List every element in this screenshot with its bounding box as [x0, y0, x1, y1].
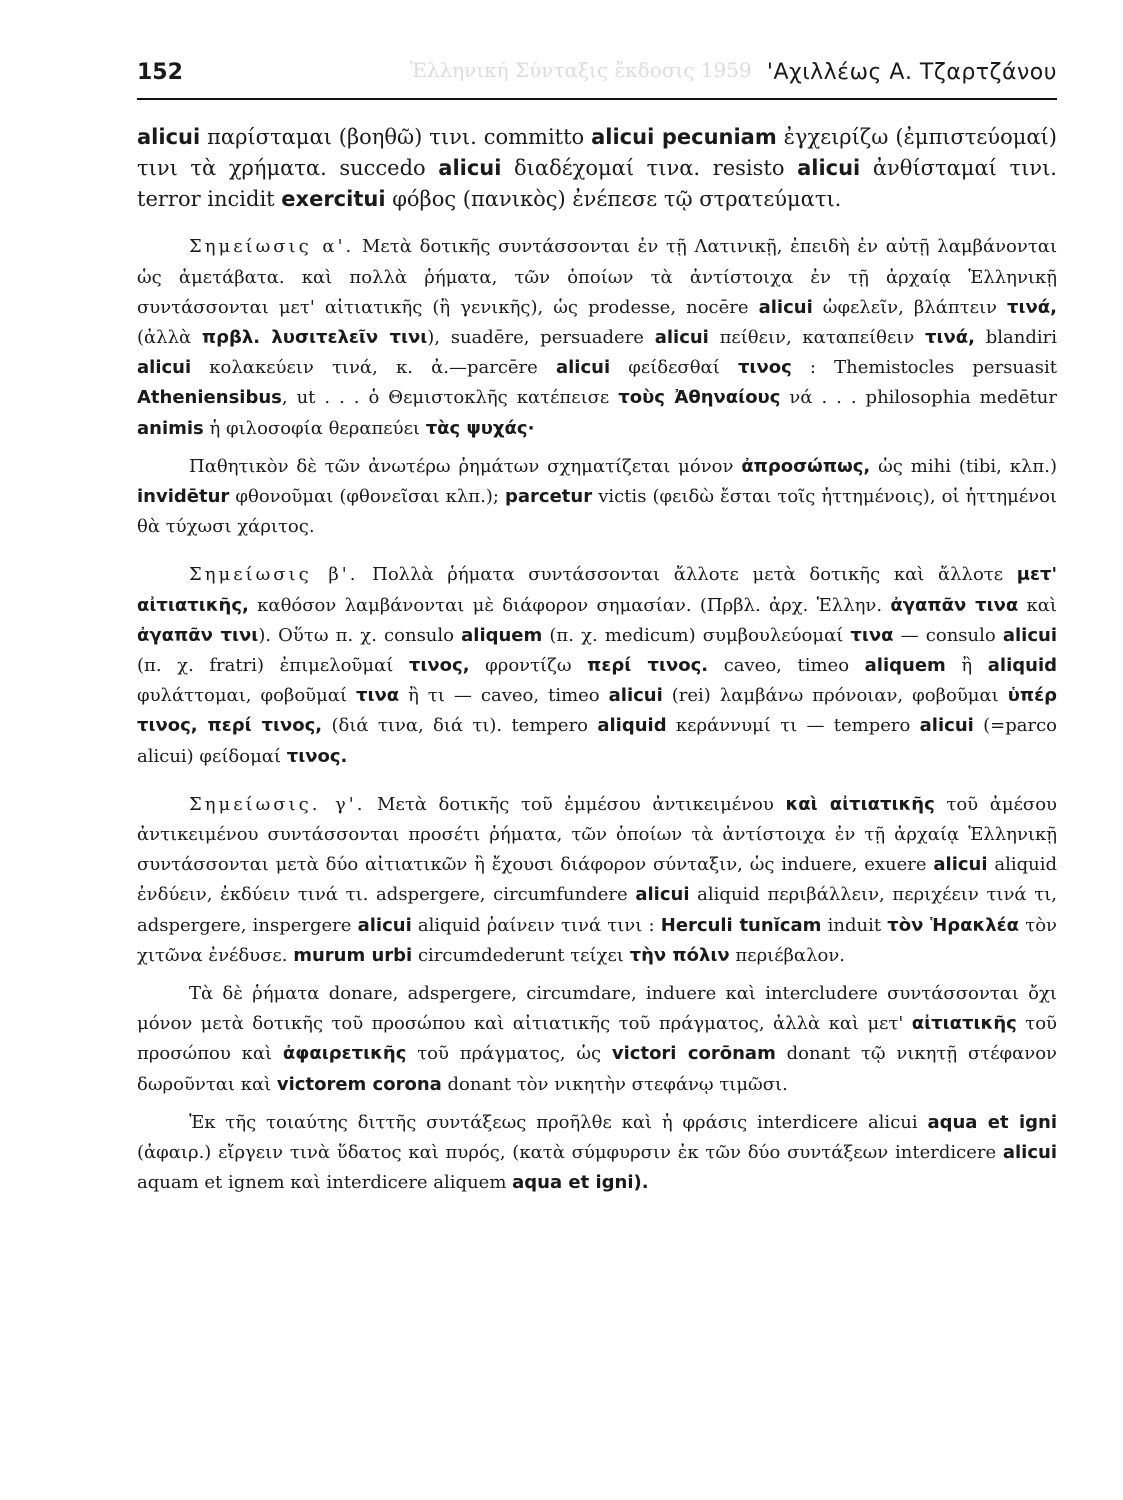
text-run: καὶ: [1018, 594, 1057, 616]
bold-term: καὶ αἰτιατικῆς: [785, 793, 935, 815]
text-run: : Themistocles persuasit: [791, 357, 1057, 379]
note-label: Σημείωσις. γ'.: [189, 793, 366, 815]
bold-term: τινος: [737, 357, 792, 379]
bold-term: alicui: [555, 357, 611, 379]
bold-term: parcetur: [505, 486, 593, 508]
text-run: ἀνθίσταμαί τινι. terror incidit: [137, 155, 1057, 211]
bold-term: alicui: [933, 854, 988, 876]
text-run: victis (φειδὼ ἔσται τοῖς ἡττημένοις), οἱ ἡττημένοι θὰ τύχωσι χάριτος.: [137, 486, 1057, 538]
text-run: διαδέχομαί τινα. resisto: [501, 155, 798, 180]
page-body: [137, 122, 1057, 1206]
text-run: φυλάττομαι, φοβοῦμαί: [137, 685, 357, 707]
note-gamma: [137, 790, 1057, 971]
bold-term: τὸν Ἡρακλέα: [887, 914, 1020, 936]
running-head: 'Αχιλλέως Α. Τζαρτζάνου: [766, 60, 1057, 85]
latin-term: alicui pecuniam: [591, 125, 777, 149]
text-run: aliquid ῥαίνειν τινά τινι :: [411, 914, 661, 936]
text-run: κεράννυμί τι — tempero: [666, 715, 920, 737]
text-run: circumdederunt τείχει: [412, 944, 630, 966]
note-alpha: [137, 232, 1057, 443]
text-run: (rei) λαμβάνω πρόνοιαν, φοβοῦμαι: [662, 685, 1008, 707]
text-run: Μετὰ δοτικῆς τοῦ ἐμμέσου ἀντικειμένου: [365, 793, 786, 815]
text-run: ἢ τι — caveo, timeo: [399, 685, 609, 707]
text-run: induit: [821, 914, 888, 936]
note-label: Σημείωσις β'.: [189, 564, 359, 586]
bold-term: τὰς ψυχάς·: [425, 417, 535, 439]
bold-term: ἀγαπᾶν τινα: [890, 594, 1019, 616]
text-run: aliquid ἐνδύειν, ἐκδύειν τινά τι. adspergere, circumfundere: [137, 854, 1057, 906]
text-run: τοῦ προσώπου καὶ: [137, 1013, 1057, 1065]
text-run: Παθητικὸν δὲ τῶν ἀνωτέρω ῥημάτων σχηματίζεται μόνον: [189, 455, 742, 477]
text-run: (διά τινα, διά τι). tempero: [322, 715, 598, 737]
bold-term: alicui: [654, 327, 709, 348]
text-run: blandiri: [975, 327, 1057, 348]
text-run: , ut . . . ὁ Θεμιστοκλῆς κατέπεισε: [281, 387, 619, 409]
text-run: donant τῷ νικητῇ στέφανον δωροῦνται καὶ: [137, 1043, 1057, 1095]
bold-term: μετ' αἰτιατικῆς,: [137, 564, 1058, 616]
text-run: καθόσον λαμβάνονται μὲ διάφορον σημασίαν. (Πρβλ. ἀρχ. Ἑλλην.: [248, 594, 891, 616]
latin-term: exercitui: [281, 186, 386, 211]
text-run: Πολλὰ ῥήματα συντάσσονται ἄλλοτε μετὰ δοτικῆς καὶ ἄλλοτε: [358, 564, 1017, 586]
bold-term: aqua et igni: [927, 1111, 1057, 1133]
text-run: ἢ: [945, 655, 988, 677]
bold-term: aliquid: [987, 655, 1058, 677]
bold-term: alicui: [137, 357, 192, 379]
bold-term: animis: [137, 417, 204, 439]
bold-term: victorem corona: [276, 1073, 442, 1095]
text-run: ὠφελεῖν, βλάπτειν: [812, 296, 1008, 318]
bold-term: Atheniensibus: [137, 387, 282, 409]
paragraph-passive: [137, 452, 1057, 543]
text-run: Μετὰ δοτικῆς συντάσσονται ἐν τῇ Λατινικῇ, ἐπειδὴ ἐν αὐτῇ λαμβάνονται ὡς ἀμετάβατα. καὶ πολλὰ ῥήματα, τῶν ὁποίων τὰ ἀντίστοιχα ἐν τῇ ἀρχαίᾳ Ἑλληνικῇ συντάσσονται μετ' αἰτιατικῆς (ἢ γενικῆς), ὡς prodesse, nocēre: [137, 236, 1057, 318]
text-run: Ἐκ τῆς τοιαύτης διττῆς συντάξεως προῆλθε καὶ ἡ φράσις interdicere alicui: [189, 1111, 928, 1133]
bold-term: alicui: [758, 296, 813, 318]
text-run: φθονοῦμαι (φθονεῖσαι κλπ.);: [229, 486, 505, 508]
bold-term: alicui: [608, 685, 663, 707]
text-run: aliquid περιβάλλειν, περιχέειν τινά τι, adspergere, inspergere: [137, 884, 1058, 936]
text-run: (ἀφαιρ.) εἴργειν τινὰ ὕδατος καὶ πυρός, (κατὰ σύμφυρσιν ἐκ τῶν δύο συντάξεων interdicere: [137, 1142, 1003, 1164]
text-run: ). Οὕτω π. χ. consulo: [258, 624, 462, 646]
text-run: περιέβαλον.: [729, 944, 845, 966]
bold-term: τὴν πόλιν: [629, 944, 730, 966]
bold-term: ἀγαπᾶν τινι: [137, 624, 259, 646]
text-run: παρίσταμαι (βοηθῶ) τινι. committo: [200, 125, 592, 149]
text-run: τοῦ πράγματος, ὡς: [406, 1043, 612, 1065]
text-run: φροντίζω: [469, 655, 588, 677]
bold-term: victori corōnam: [611, 1043, 776, 1065]
bold-term: ἀπροσώπως,: [741, 455, 871, 477]
header-rule: [137, 98, 1057, 100]
text-run: ἡ φιλοσοφία θεραπεύει: [203, 417, 426, 439]
paragraph-1: [137, 122, 1057, 214]
text-run: (π. χ. fratri) ἐπιμελοῦμαί: [137, 655, 409, 677]
bold-term: aliquid: [597, 715, 667, 737]
text-run: donant τὸν νικητὴν στεφάνῳ τιμῶσι.: [441, 1073, 788, 1095]
bold-term: murum urbi: [293, 944, 413, 966]
text-run: caveo, timeo: [708, 655, 865, 677]
bold-term: Herculi tunĭcam: [660, 914, 822, 936]
text-run: τὸν χιτῶνα ἐνέδυσε.: [137, 914, 1057, 966]
bold-term: alicui: [1002, 1142, 1057, 1164]
text-run: ), suadēre, persuadere: [427, 327, 655, 348]
text-run: ὡς mihi (tibi, κλπ.): [870, 455, 1057, 477]
bold-term: περί τινος.: [587, 655, 709, 677]
text-run: τοῦ ἀμέσου ἀντικειμένου συντάσσονται προσέτι ῥήματα, τῶν ὁποίων τὰ ἀντίστοιχα ἐν τῇ ἀρχαίᾳ Ἑλληνικῇ συντάσσονται μετὰ δύο αἰτιατικῶν ἢ ἔχουσι διάφορον σύνταξιν, ὡς induere, exuere: [137, 793, 1057, 876]
text-run: πείθειν, καταπείθειν: [708, 327, 926, 348]
text-run: (ἀλλὰ: [137, 327, 202, 348]
bold-term: τινος,: [408, 655, 470, 677]
text-run: κολακεύειν τινά, κ. ἀ.—parcēre: [191, 357, 556, 379]
paragraph-donare: [137, 979, 1057, 1100]
text-run: φείδεσθαί: [610, 357, 738, 379]
latin-term: alicui: [797, 155, 861, 180]
bold-term: τινά,: [925, 327, 976, 348]
text-run: φόβος (πανικὸς) ἐνέπεσε τῷ στρατεύματι.: [385, 186, 842, 211]
bold-term: alicui: [919, 715, 974, 737]
text-run: — consulo: [893, 624, 1003, 646]
bold-term: πρβλ. λυσιτελεῖν τινι: [201, 327, 428, 348]
page-header: [137, 60, 1057, 90]
text-run: ἐγχειρίζω (ἐμπιστεύομαί) τινι τὰ χρήματα. succedo: [137, 125, 1057, 180]
page-number: 152: [137, 60, 183, 85]
bold-term: ἀφαιρετικῆς: [282, 1043, 407, 1065]
text-run: Τὰ δὲ ῥήματα donare, adspergere, circumdare, induere καὶ intercludere συντάσσονται ὄχι μόνον μετὰ δοτικῆς τοῦ προσώπου καὶ αἰτιατικῆς τοῦ πράγματος, ἀλλὰ καὶ μετ': [137, 983, 1057, 1035]
bold-term: τινος.: [286, 745, 348, 767]
paragraph-interdicere: [137, 1108, 1057, 1199]
text-run: aquam et ignem καὶ interdicere aliquem: [137, 1172, 513, 1194]
bleed-through-text: Ἑλληνική Σύνταξις ἔκδοσις 1959: [410, 58, 752, 82]
bold-term: aqua et igni).: [512, 1172, 649, 1194]
latin-term: alicui: [137, 125, 201, 149]
note-beta: [137, 560, 1057, 771]
bold-term: αἰτιατικῆς: [911, 1013, 1017, 1035]
bold-term: alicui: [635, 884, 690, 906]
latin-term: alicui: [438, 155, 502, 180]
bold-term: alicui: [357, 914, 412, 936]
bold-term: τινα: [356, 685, 400, 707]
note-label: Σημείωσις α'.: [189, 236, 355, 258]
text-run: (π. χ. medicum) συμβουλεύομαί: [542, 624, 851, 646]
bold-term: alicui: [1002, 624, 1057, 646]
bold-term: invidētur: [137, 486, 230, 508]
bold-term: aliquem: [461, 624, 543, 646]
text-run: (=parco alicui) φείδομαί: [137, 715, 1057, 767]
bold-term: τοὺς Ἀθηναίους: [618, 387, 781, 409]
bold-term: τινά,: [1007, 296, 1058, 318]
bold-term: ὑπέρ τινος, περί τινος,: [137, 685, 1057, 737]
bold-term: aliquem: [864, 655, 946, 677]
bold-term: τινα: [850, 624, 894, 646]
text-run: νά . . . philosophia medētur: [780, 387, 1058, 409]
